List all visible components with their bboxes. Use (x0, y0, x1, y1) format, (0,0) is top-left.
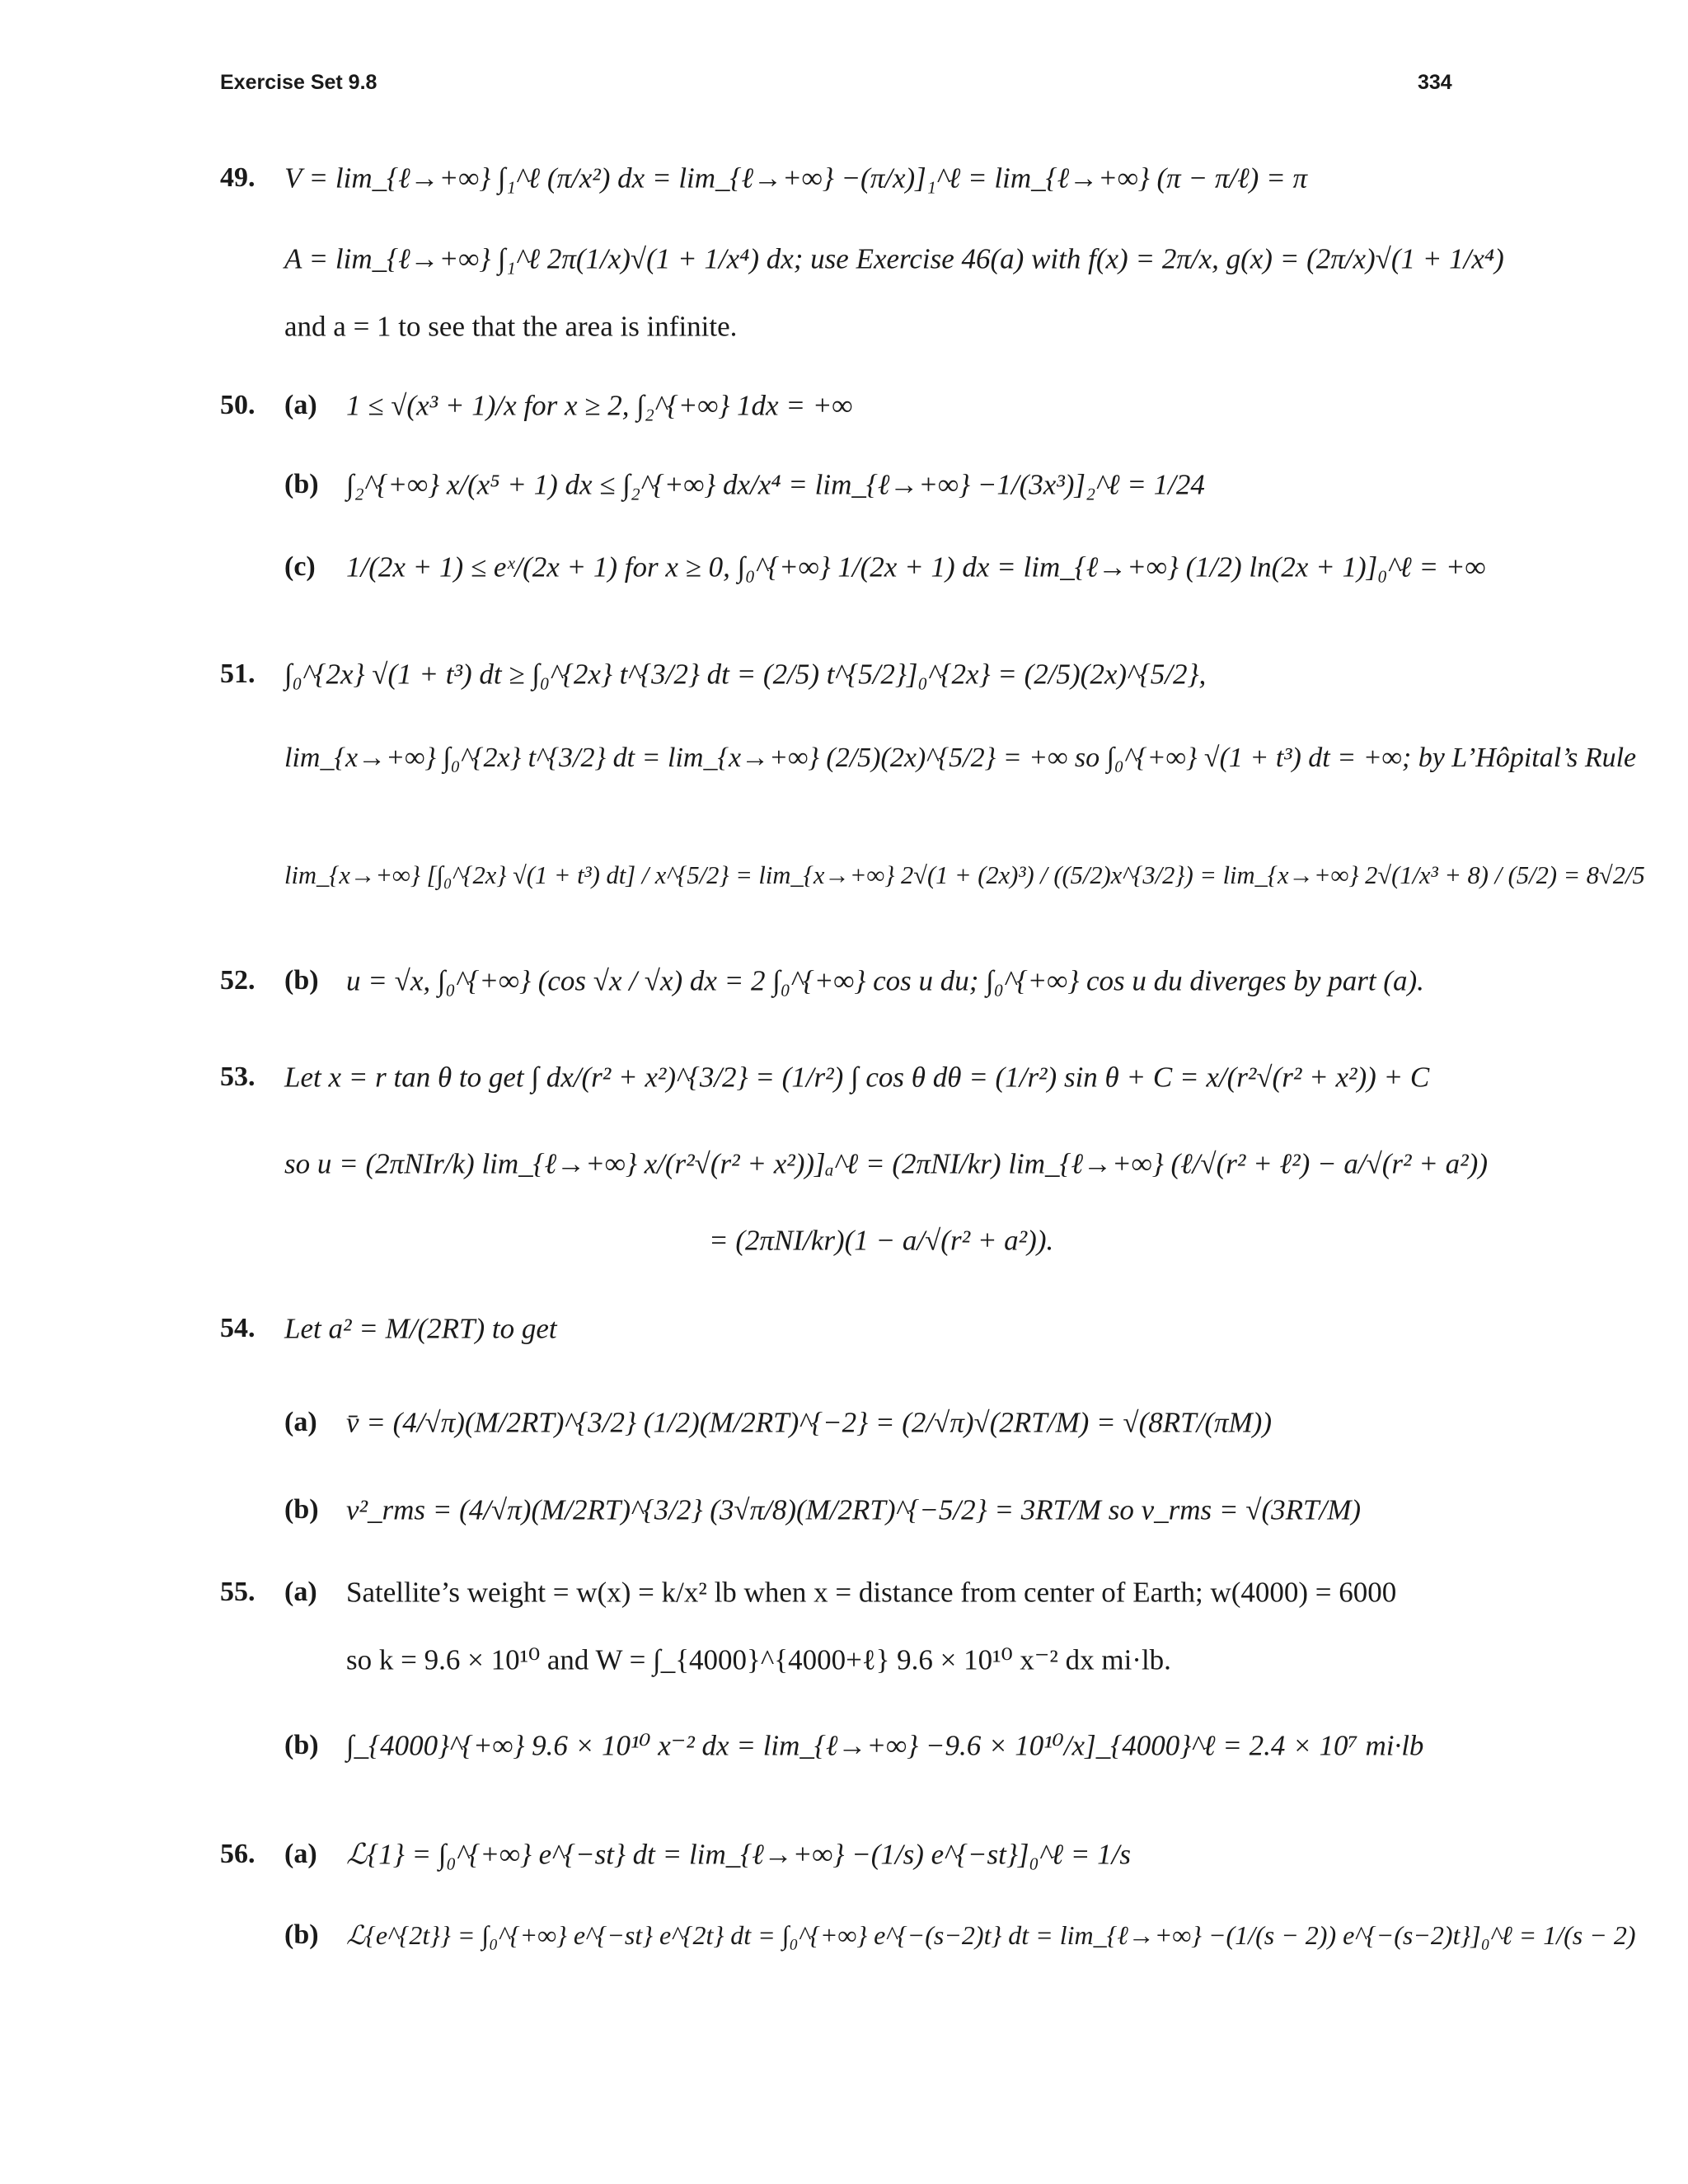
problem-53-substitution: Let x = r tan θ to get ∫ dx/(r² + x²)^{3/2} = (1/r²) ∫ cos θ dθ = (1/r²) sin θ + C = x/(r²√(r² + x²)) + C (284, 1061, 1430, 1094)
problem-50b-expression: ∫₂^{+∞} x/(x⁵ + 1) dx ≤ ∫₂^{+∞} dx/x⁴ = lim_{ℓ→+∞} −1/(3x³)]₂^ℓ = 1/24 (346, 468, 1205, 501)
problem-50c-expression: 1/(2x + 1) ≤ eˣ/(2x + 1) for x ≥ 0, ∫₀^{+∞} 1/(2x + 1) dx = lim_{ℓ→+∞} (1/2) ln(2x + 1)]₀^ℓ = +∞ (346, 551, 1486, 583)
problem-54-number: 54. (220, 1313, 256, 1343)
section-title: Exercise Set 9.8 (220, 71, 377, 94)
problem-56b-expression: ℒ{e^{2t}} = ∫₀^{+∞} e^{−st} e^{2t} dt = ∫₀^{+∞} e^{−(s−2)t} dt = lim_{ℓ→+∞} −(1/(s − 2)) e^{−(s−2)t}]₀^ℓ = 1/(s − 2) (346, 1920, 1636, 1950)
problem-55b-label: (b) (284, 1730, 319, 1760)
problem-50a-label: (a) (284, 390, 317, 420)
problem-56b-label: (b) (284, 1919, 319, 1950)
problem-53-number: 53. (220, 1062, 256, 1092)
problem-50b-label: (b) (284, 469, 319, 499)
problem-55-number: 55. (220, 1577, 256, 1607)
problem-56a-label: (a) (284, 1839, 317, 1869)
problem-52-number: 52. (220, 965, 256, 996)
problem-55a-label: (a) (284, 1577, 317, 1607)
problem-51-inequality: ∫₀^{2x} √(1 + t³) dt ≥ ∫₀^{2x} t^{3/2} dt = (2/5) t^{5/2}]₀^{2x} = (2/5)(2x)^{5/2}, (284, 658, 1207, 691)
page-number: 334 (1418, 71, 1452, 94)
problem-50c-label: (c) (284, 551, 316, 582)
problem-55a-work: so k = 9.6 × 10¹⁰ and W = ∫_{4000}^{4000+ℓ} 9.6 × 10¹⁰ x⁻² dx mi·lb. (346, 1643, 1171, 1676)
problem-53-result: so u = (2πNIr/k) lim_{ℓ→+∞} x/(r²√(r² + x²))]ₐ^ℓ = (2πNI/kr) lim_{ℓ→+∞} (ℓ/√(r² + ℓ²) − a/√(r² + a²)) (284, 1147, 1488, 1180)
problem-49-area: A = lim_{ℓ→+∞} ∫₁^ℓ 2π(1/x)√(1 + 1/x⁴) dx; use Exercise 46(a) with f(x) = 2π/x, g(x) = (2π/x)√(1 + 1/x⁴) (284, 242, 1504, 275)
problem-49-number: 49. (220, 162, 256, 193)
problem-55b-expression: ∫_{4000}^{+∞} 9.6 × 10¹⁰ x⁻² dx = lim_{ℓ→+∞} −9.6 × 10¹⁰/x]_{4000}^ℓ = 2.4 × 10⁷ mi·lb (346, 1729, 1424, 1762)
problem-50a-expression: 1 ≤ √(x³ + 1)/x for x ≥ 2, ∫₂^{+∞} 1dx = +∞ (346, 389, 853, 422)
problem-55a-weight: Satellite’s weight = w(x) = k/x² lb when x = distance from center of Earth; w(4000) = 6000 (346, 1576, 1397, 1609)
problem-54b-label: (b) (284, 1494, 319, 1525)
problem-51-lhopital: lim_{x→+∞} [∫₀^{2x} √(1 + t³) dt] / x^{5/2} = lim_{x→+∞} 2√(1 + (2x)³) / ((5/2)x^{3/2}) = lim_{x→+∞} 2√(1/x³ + 8) / (5/2) = 8√2/5 (284, 860, 1645, 889)
problem-54-intro: Let a² = M/(2RT) to get (284, 1312, 557, 1345)
problem-49-volume: V = lim_{ℓ→+∞} ∫₁^ℓ (π/x²) dx = lim_{ℓ→+∞} −(π/x)]₁^ℓ = lim_{ℓ→+∞} (π − π/ℓ) = π (284, 162, 1307, 194)
problem-56a-expression: ℒ{1} = ∫₀^{+∞} e^{−st} dt = lim_{ℓ→+∞} −(1/s) e^{−st}]₀^ℓ = 1/s (346, 1838, 1131, 1871)
problem-54a-expression: v̄ = (4/√π)(M/2RT)^{3/2} (1/2)(M/2RT)^{−2} = (2/√π)√(2RT/M) = √(8RT/(πM)) (346, 1406, 1272, 1439)
problem-53-simplified: = (2πNI/kr)(1 − a/√(r² + a²)). (709, 1224, 1054, 1257)
problem-56-number: 56. (220, 1839, 256, 1869)
problem-51-number: 51. (220, 658, 256, 689)
problem-49-conclusion: and a = 1 to see that the area is infinite. (284, 310, 738, 343)
problem-51-limit: lim_{x→+∞} ∫₀^{2x} t^{3/2} dt = lim_{x→+∞} (2/5)(2x)^{5/2} = +∞ so ∫₀^{+∞} √(1 + t³) dt = +∞; by L’Hôpital’s Rule (284, 743, 1637, 773)
problem-54b-expression: v²_rms = (4/√π)(M/2RT)^{3/2} (3√π/8)(M/2RT)^{−5/2} = 3RT/M so v_rms = √(3RT/M) (346, 1493, 1361, 1526)
problem-54a-label: (a) (284, 1407, 317, 1437)
problem-52b-label: (b) (284, 965, 319, 996)
problem-50-number: 50. (220, 390, 256, 420)
problem-52b-expression: u = √x, ∫₀^{+∞} (cos √x / √x) dx = 2 ∫₀^{+∞} cos u du; ∫₀^{+∞} cos u du diverges by part (a). (346, 964, 1424, 997)
